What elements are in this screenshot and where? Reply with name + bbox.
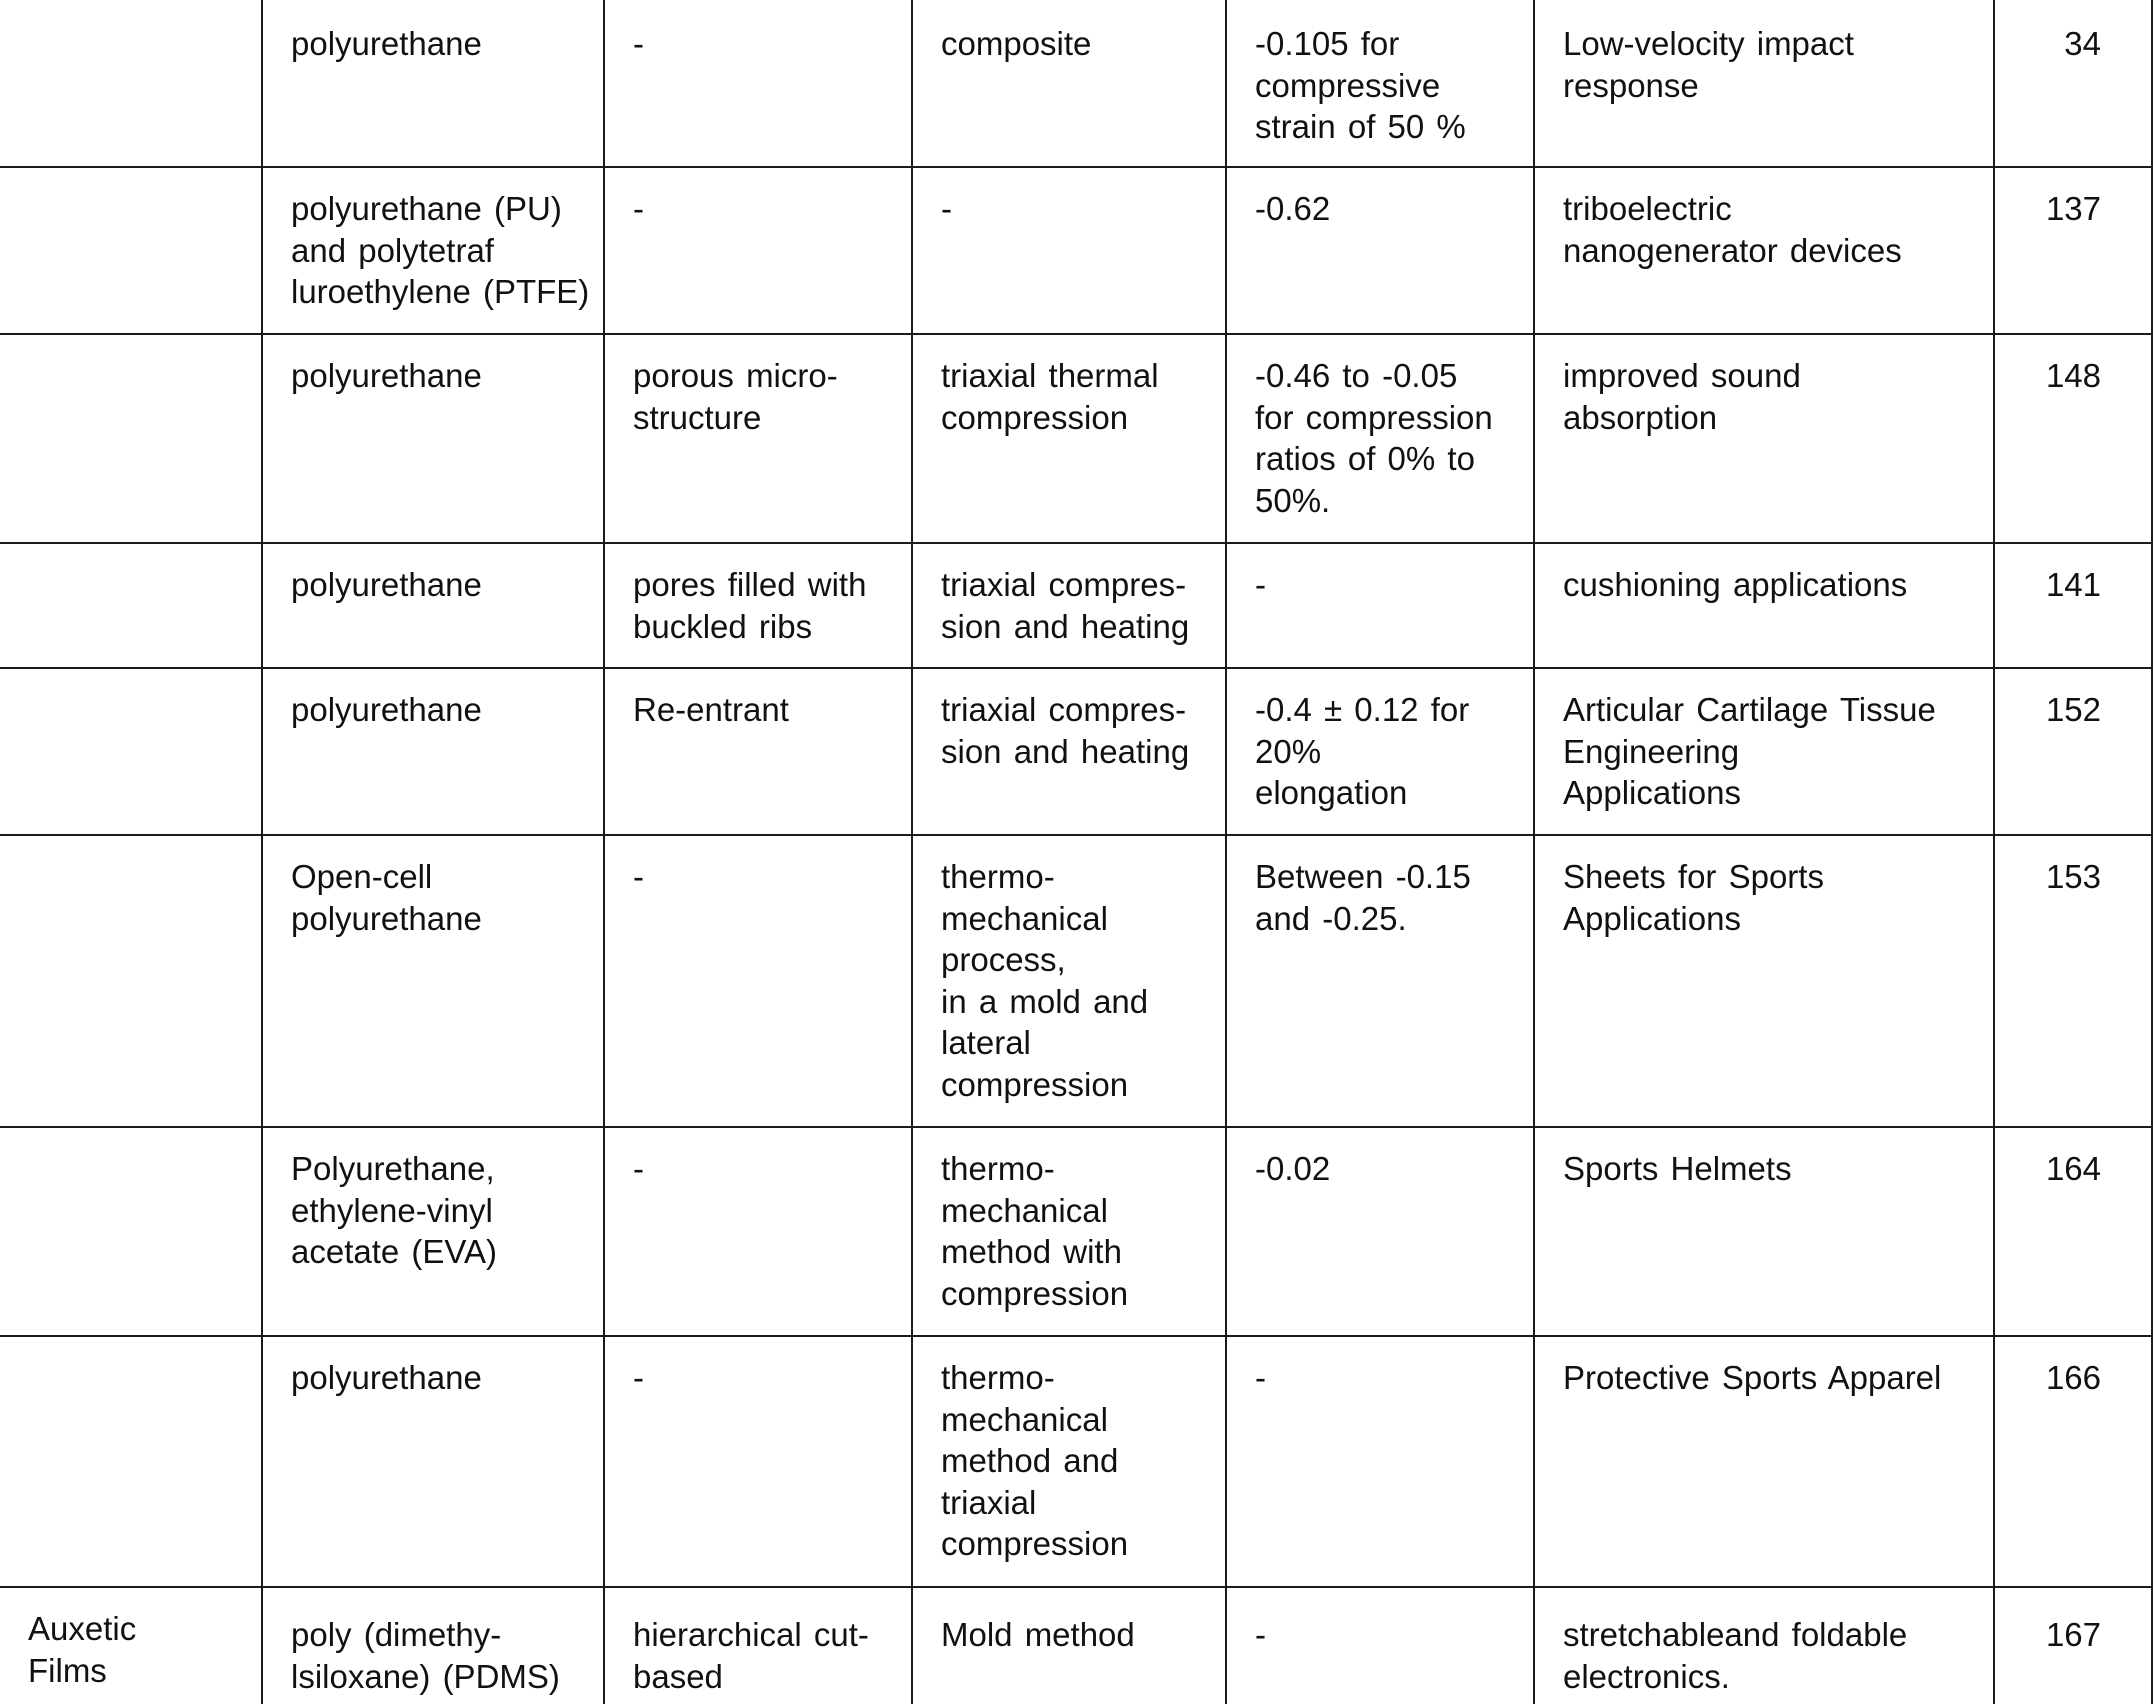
table-row bbox=[0, 0, 2152, 167]
reference-cell: 34 bbox=[1994, 0, 2152, 167]
material-cell: polyurethane bbox=[262, 543, 604, 668]
reference-cell: 152 bbox=[1994, 668, 2152, 835]
method-cell: - bbox=[912, 167, 1226, 334]
material-cell: polyurethane (PU) and polytetraf luroethylene (PTFE) bbox=[262, 167, 604, 334]
structure-cell: - bbox=[604, 1127, 912, 1336]
poisson-ratio-cell: - bbox=[1226, 1336, 1534, 1587]
material-cell: polyurethane bbox=[262, 668, 604, 835]
material-cell: polyurethane bbox=[262, 1336, 604, 1587]
application-cell: cushioning applications bbox=[1534, 543, 1994, 668]
application-cell: Sports Helmets bbox=[1534, 1127, 1994, 1336]
material-cell: poly (dimethy- lsiloxane) (PDMS) bbox=[262, 1587, 604, 1704]
application-cell: Sheets for Sports Applications bbox=[1534, 835, 1994, 1127]
poisson-ratio-cell: -0.02 bbox=[1226, 1127, 1534, 1336]
method-cell: triaxial compres- sion and heating bbox=[912, 668, 1226, 835]
application-cell: triboelectric nanogenerator devices bbox=[1534, 167, 1994, 334]
table-row bbox=[0, 1127, 2152, 1336]
poisson-ratio-cell: -0.62 bbox=[1226, 167, 1534, 334]
material-cell: Polyurethane, ethylene-vinyl acetate (EVA) bbox=[262, 1127, 604, 1336]
poisson-ratio-cell: -0.46 to -0.05 for compression ratios of 0% to 50%. bbox=[1226, 334, 1534, 543]
table-row bbox=[0, 1336, 2152, 1587]
reference-cell: 137 bbox=[1994, 167, 2152, 334]
category-cell bbox=[0, 543, 262, 668]
structure-cell: hierarchical cut- based bbox=[604, 1587, 912, 1704]
reference-cell: 153 bbox=[1994, 835, 2152, 1127]
structure-cell: - bbox=[604, 1336, 912, 1587]
structure-cell: Re-entrant bbox=[604, 668, 912, 835]
poisson-ratio-cell: -0.105 for compressive strain of 50 % bbox=[1226, 0, 1534, 167]
material-cell: polyurethane bbox=[262, 334, 604, 543]
category-cell: Auxetic Films bbox=[0, 1587, 262, 1704]
method-cell: Mold method bbox=[912, 1587, 1226, 1704]
structure-cell: pores filled with buckled ribs bbox=[604, 543, 912, 668]
application-cell: stretchableand foldable electronics. bbox=[1534, 1587, 1994, 1704]
poisson-ratio-cell: -0.4 ± 0.12 for 20% elongation bbox=[1226, 668, 1534, 835]
application-cell: Low-velocity impact response bbox=[1534, 0, 1994, 167]
structure-cell: porous micro- structure bbox=[604, 334, 912, 543]
reference-cell: 148 bbox=[1994, 334, 2152, 543]
table-row bbox=[0, 167, 2152, 334]
table-row bbox=[0, 334, 2152, 543]
structure-cell: - bbox=[604, 167, 912, 334]
material-cell: polyurethane bbox=[262, 0, 604, 167]
application-cell: improved sound absorption bbox=[1534, 334, 1994, 543]
method-cell: thermo- mechanical method with compression bbox=[912, 1127, 1226, 1336]
category-cell bbox=[0, 167, 262, 334]
poisson-ratio-cell: - bbox=[1226, 543, 1534, 668]
method-cell: triaxial thermal compression bbox=[912, 334, 1226, 543]
table-row bbox=[0, 668, 2152, 835]
method-cell: thermo- mechanical method and triaxial compression bbox=[912, 1336, 1226, 1587]
reference-cell: 141 bbox=[1994, 543, 2152, 668]
category-cell bbox=[0, 835, 262, 1127]
category-cell bbox=[0, 1127, 262, 1336]
structure-cell: - bbox=[604, 0, 912, 167]
poisson-ratio-cell: Between -0.15 and -0.25. bbox=[1226, 835, 1534, 1127]
table-row bbox=[0, 835, 2152, 1127]
reference-cell: 166 bbox=[1994, 1336, 2152, 1587]
table-row bbox=[0, 1587, 2152, 1704]
reference-cell: 167 bbox=[1994, 1587, 2152, 1704]
structure-cell: - bbox=[604, 835, 912, 1127]
method-cell: composite bbox=[912, 0, 1226, 167]
category-cell bbox=[0, 668, 262, 835]
material-cell: Open-cell polyurethane bbox=[262, 835, 604, 1127]
category-cell bbox=[0, 1336, 262, 1587]
category-cell bbox=[0, 334, 262, 543]
table-row bbox=[0, 543, 2152, 668]
application-cell: Protective Sports Apparel bbox=[1534, 1336, 1994, 1587]
method-cell: thermo- mechanical process, in a mold and lateral compression bbox=[912, 835, 1226, 1127]
reference-cell: 164 bbox=[1994, 1127, 2152, 1336]
method-cell: triaxial compres- sion and heating bbox=[912, 543, 1226, 668]
poisson-ratio-cell: - bbox=[1226, 1587, 1534, 1704]
category-cell bbox=[0, 0, 262, 167]
application-cell: Articular Cartilage Tissue Engineering Applications bbox=[1534, 668, 1994, 835]
